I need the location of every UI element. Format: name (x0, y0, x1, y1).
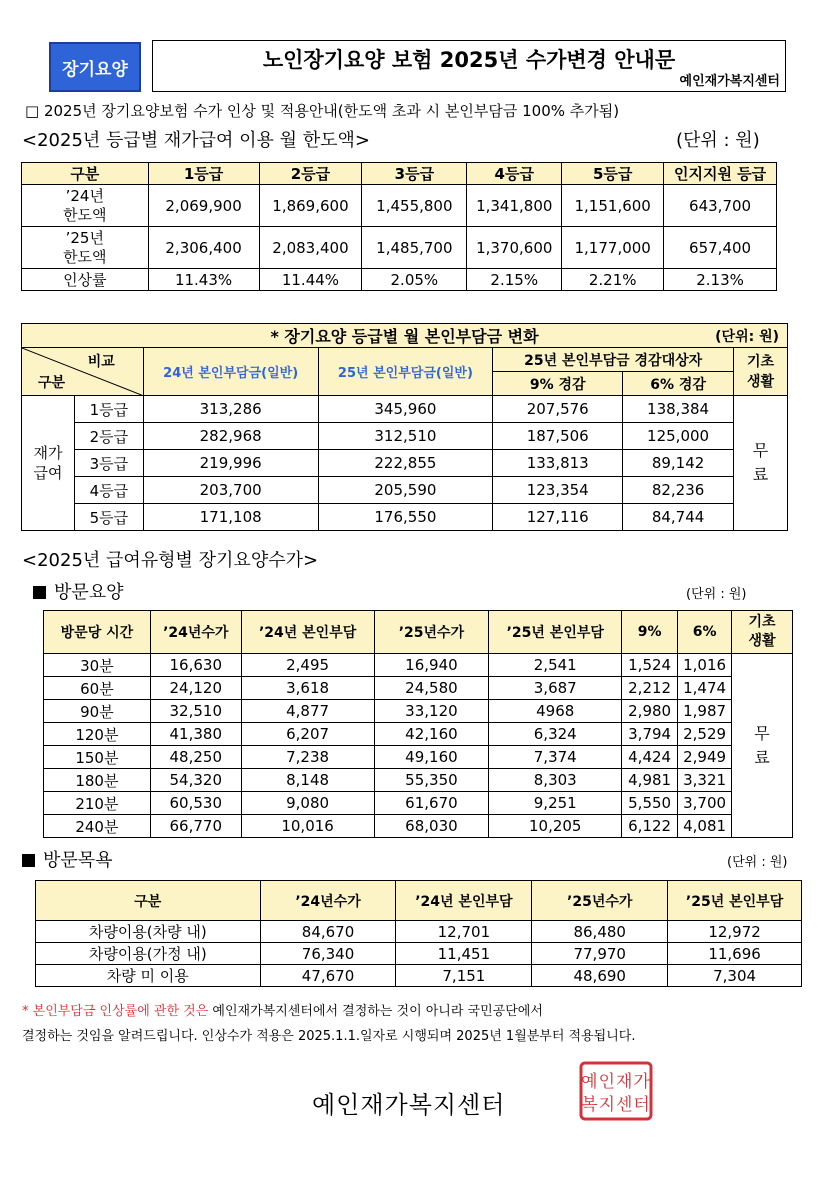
limit-cell: 2,069,900 (148, 185, 259, 227)
visit-care-time: 150분 (44, 746, 151, 769)
visit-care-cell: 1,016 (678, 654, 732, 677)
copay-cell: 125,000 (623, 423, 734, 450)
visit-care-time: 90분 (44, 700, 151, 723)
svg-text:예인재가: 예인재가 (581, 1072, 651, 1092)
visit-care-cell: 2,541 (489, 654, 622, 677)
visit-care-time: 60분 (44, 677, 151, 700)
visit-care-header: 기초 생활 (732, 611, 793, 654)
visit-bath-table (35, 880, 802, 987)
copay-col-9: 9% 경감 (493, 372, 623, 396)
copay-cell: 219,996 (143, 450, 318, 477)
visit-care-header: ’24년 본인부담 (241, 611, 374, 654)
visit-care-row (44, 677, 793, 700)
visit-care-cell: 68,030 (374, 815, 489, 838)
visit-bath-row (36, 965, 802, 987)
visit-care-row (44, 815, 793, 838)
limit-header-cell: 1등급 (148, 163, 259, 185)
copay-col-25: 25년 본인부담금(일반) (318, 348, 493, 396)
copay-cell: 138,384 (623, 396, 734, 423)
copay-grade: 1등급 (74, 396, 143, 423)
visit-care-cell: 54,320 (150, 769, 241, 792)
visit-care-cell: 8,148 (241, 769, 374, 792)
copay-cell: 222,855 (318, 450, 493, 477)
visit-care-cell: 1,524 (622, 654, 678, 677)
limit-cell: 2.13% (664, 269, 777, 291)
square-bullet-icon (33, 586, 46, 599)
signature-org: 예인재가복지센터 (312, 1091, 506, 1119)
visit-bath-header: 구분 (36, 881, 261, 921)
visit-care-cell: 8,303 (489, 769, 622, 792)
limit-cell: 2.05% (362, 269, 467, 291)
visit-bath-type: 차량 미 이용 (36, 965, 261, 987)
copay-col-basic: 기초 생활 (734, 348, 788, 396)
visit-bath-cell: 12,972 (668, 921, 802, 943)
visit-care-cell: 4,981 (622, 769, 678, 792)
visit-care-cell: 33,120 (374, 700, 489, 723)
visit-care-row (44, 700, 793, 723)
visit-care-time: 120분 (44, 723, 151, 746)
visit-care-cell: 4,424 (622, 746, 678, 769)
visit-bath-heading (22, 846, 113, 872)
copay-corner-cell (22, 348, 144, 396)
limit-cell: 1,455,800 (362, 185, 467, 227)
limit-cell: 1,341,800 (467, 185, 562, 227)
limit-header-cell: 인지지원 등급 (664, 163, 777, 185)
visit-care-header: ’25년 본인부담 (489, 611, 622, 654)
seal-graphic (578, 1060, 654, 1122)
visit-care-cell: 3,794 (622, 723, 678, 746)
visit-care-cell: 6,324 (489, 723, 622, 746)
visit-bath-row (36, 943, 802, 965)
visit-bath-cell: 77,970 (532, 943, 668, 965)
visit-care-header: 방문당 시간 (44, 611, 151, 654)
limit-section-unit: (단위 : 원) (676, 130, 760, 151)
limit-cell: 2.21% (562, 269, 664, 291)
visit-care-unit: (단위 : 원) (686, 587, 747, 602)
copay-cell: 207,576 (493, 396, 623, 423)
visit-care-heading (33, 578, 124, 604)
footnote-rest: 예인재가복지센터에서 결정하는 것이 아니라 국민공단에서 (208, 1004, 543, 1019)
visit-care-row (44, 654, 793, 677)
footnote-red: * 본인부담금 인상률에 관한 것은 (22, 1004, 209, 1019)
visit-care-row (44, 792, 793, 815)
footnote-line-1 (22, 1000, 543, 1019)
copay-cell: 82,236 (623, 477, 734, 504)
visit-bath-header: ’24년수가 (260, 881, 396, 921)
corner-bottom-label: 구분 (38, 375, 66, 391)
visit-care-cell: 7,238 (241, 746, 374, 769)
limit-cell: 1,485,700 (362, 227, 467, 269)
visit-care-cell: 41,380 (150, 723, 241, 746)
limit-header-cell: 구분 (22, 163, 149, 185)
visit-care-cell: 24,580 (374, 677, 489, 700)
visit-care-cell: 6,207 (241, 723, 374, 746)
limit-header-cell: 2등급 (259, 163, 362, 185)
footnote-line-2: 결정하는 것임을 알려드립니다. 인상수가 적용은 2025.1.1.일자로 시행되며 2025년 1월분부터 적용됩니다. (22, 1029, 636, 1044)
visit-care-table (43, 610, 793, 838)
limit-cell: 2,083,400 (259, 227, 362, 269)
visit-bath-cell: 11,696 (668, 943, 802, 965)
visit-care-row (44, 746, 793, 769)
notice-line: □ 2025년 장기요양보험 수가 인상 및 적용안내(한도액 초과 시 본인부담금 100% 추가됨) (25, 102, 620, 120)
visit-bath-cell: 11,451 (396, 943, 532, 965)
visit-care-cell: 2,495 (241, 654, 374, 677)
limit-table (21, 162, 777, 291)
visit-care-cell: 10,205 (489, 815, 622, 838)
visit-care-cell: 3,700 (678, 792, 732, 815)
copay-cell: 313,286 (143, 396, 318, 423)
visit-care-cell: 2,529 (678, 723, 732, 746)
official-seal-stamp (578, 1060, 654, 1122)
visit-care-cell: 32,510 (150, 700, 241, 723)
limit-header-cell: 4등급 (467, 163, 562, 185)
limit-cell: 1,151,600 (562, 185, 664, 227)
visit-care-cell: 6,122 (622, 815, 678, 838)
visit-care-cell: 10,016 (241, 815, 374, 838)
copay-cell: 171,108 (143, 504, 318, 531)
visit-bath-header: ’24년 본인부담 (396, 881, 532, 921)
title-box (152, 40, 786, 92)
visit-care-cell: 1,474 (678, 677, 732, 700)
visit-bath-title: 방문목욕 (43, 850, 113, 871)
visit-care-cell: 4968 (489, 700, 622, 723)
copay-grade: 3등급 (74, 450, 143, 477)
limit-cell: 1,177,000 (562, 227, 664, 269)
visit-care-cell: 16,940 (374, 654, 489, 677)
copay-title: * 장기요양 등급별 월 본인부담금 변화 (270, 327, 539, 346)
visit-care-time: 30분 (44, 654, 151, 677)
visit-care-cell: 7,374 (489, 746, 622, 769)
limit-cell: 657,400 (664, 227, 777, 269)
copay-cell: 205,590 (318, 477, 493, 504)
limit-cell: 2,306,400 (148, 227, 259, 269)
visit-care-cell: 3,618 (241, 677, 374, 700)
visit-care-row (44, 769, 793, 792)
visit-care-cell: 4,081 (678, 815, 732, 838)
fee-section-title: <2025년 급여유형별 장기요양수가> (22, 550, 319, 571)
visit-care-time: 180분 (44, 769, 151, 792)
visit-bath-cell: 48,690 (532, 965, 668, 987)
visit-care-basic-free: 무 료 (732, 654, 793, 838)
visit-care-cell: 1,987 (678, 700, 732, 723)
copay-title-row (22, 324, 788, 348)
limit-cell: 1,869,600 (259, 185, 362, 227)
visit-care-cell: 61,670 (374, 792, 489, 815)
visit-care-cell: 49,160 (374, 746, 489, 769)
copay-group-label: 재가 급여 (22, 396, 75, 531)
visit-care-cell: 66,770 (150, 815, 241, 838)
corner-top-label: 비교 (87, 354, 115, 370)
limit-cell: 2.15% (467, 269, 562, 291)
visit-care-cell: 3,321 (678, 769, 732, 792)
limit-section-title: <2025년 등급별 재가급여 이용 월 한도액> (22, 130, 371, 151)
visit-care-row (44, 723, 793, 746)
svg-text:복지센터: 복지센터 (581, 1095, 651, 1115)
visit-care-title: 방문요양 (54, 582, 124, 603)
visit-bath-cell: 84,670 (260, 921, 396, 943)
visit-care-header: 6% (678, 611, 732, 654)
copay-cell: 345,960 (318, 396, 493, 423)
visit-bath-header: ’25년 본인부담 (668, 881, 802, 921)
visit-care-header: ’24년수가 (150, 611, 241, 654)
visit-care-cell: 9,080 (241, 792, 374, 815)
limit-cell: 11.44% (259, 269, 362, 291)
limit-row-label: ’25년 한도액 (22, 227, 149, 269)
copay-cell: 176,550 (318, 504, 493, 531)
visit-care-cell: 55,350 (374, 769, 489, 792)
copay-grade: 4등급 (74, 477, 143, 504)
visit-care-cell: 3,687 (489, 677, 622, 700)
visit-bath-type: 차량이용(가정 내) (36, 943, 261, 965)
copay-cell: 312,510 (318, 423, 493, 450)
copay-cell: 127,116 (493, 504, 623, 531)
visit-bath-cell: 86,480 (532, 921, 668, 943)
visit-care-cell: 2,949 (678, 746, 732, 769)
visit-care-cell: 60,530 (150, 792, 241, 815)
copay-basic-free: 무 료 (734, 396, 788, 531)
limit-cell: 11.43% (148, 269, 259, 291)
visit-bath-cell: 7,151 (396, 965, 532, 987)
visit-bath-cell: 76,340 (260, 943, 396, 965)
copay-cell: 282,968 (143, 423, 318, 450)
copay-grade: 5등급 (74, 504, 143, 531)
visit-bath-cell: 12,701 (396, 921, 532, 943)
category-badge: 장기요양 (49, 42, 141, 92)
visit-bath-unit: (단위 : 원) (727, 855, 788, 870)
copay-grade: 2등급 (74, 423, 143, 450)
visit-care-cell: 42,160 (374, 723, 489, 746)
limit-cell: 643,700 (664, 185, 777, 227)
visit-care-cell: 24,120 (150, 677, 241, 700)
visit-bath-row (36, 921, 802, 943)
visit-care-cell: 48,250 (150, 746, 241, 769)
limit-header-cell: 5등급 (562, 163, 664, 185)
visit-bath-cell: 7,304 (668, 965, 802, 987)
visit-bath-header: ’25년수가 (532, 881, 668, 921)
limit-header-cell: 3등급 (362, 163, 467, 185)
org-label: 예인재가복지센터 (679, 74, 780, 89)
visit-care-cell: 2,212 (622, 677, 678, 700)
square-bullet-icon (22, 854, 35, 867)
page-title: 노인장기요양 보험 2025년 수가변경 안내문 (262, 48, 676, 72)
copay-cell: 133,813 (493, 450, 623, 477)
visit-care-cell: 2,980 (622, 700, 678, 723)
visit-care-cell: 9,251 (489, 792, 622, 815)
visit-care-header: 9% (622, 611, 678, 654)
copay-col-24: 24년 본인부담금(일반) (143, 348, 318, 396)
visit-care-time: 240분 (44, 815, 151, 838)
copay-cell: 187,506 (493, 423, 623, 450)
limit-row-label: 인상률 (22, 269, 149, 291)
copay-cell: 89,142 (623, 450, 734, 477)
limit-row-label: ’24년 한도액 (22, 185, 149, 227)
copay-cell: 84,744 (623, 504, 734, 531)
copay-table (21, 323, 788, 531)
copay-col-reduced: 25년 본인부담금 경감대상자 (493, 348, 734, 372)
visit-care-header: ’25년수가 (374, 611, 489, 654)
visit-care-cell: 16,630 (150, 654, 241, 677)
copay-col-6: 6% 경감 (623, 372, 734, 396)
visit-bath-cell: 47,670 (260, 965, 396, 987)
visit-care-cell: 5,550 (622, 792, 678, 815)
copay-cell: 123,354 (493, 477, 623, 504)
visit-care-cell: 4,877 (241, 700, 374, 723)
copay-unit: (단위: 원) (715, 329, 779, 345)
limit-cell: 1,370,600 (467, 227, 562, 269)
visit-bath-type: 차량이용(차량 내) (36, 921, 261, 943)
copay-cell: 203,700 (143, 477, 318, 504)
visit-care-time: 210분 (44, 792, 151, 815)
